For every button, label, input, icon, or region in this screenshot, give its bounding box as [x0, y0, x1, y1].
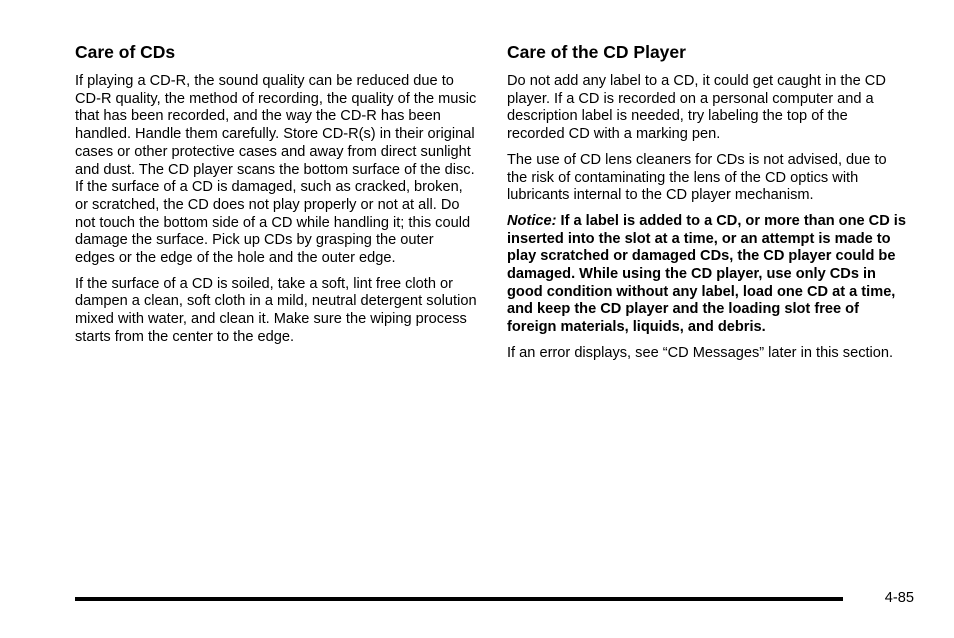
notice-text: If a label is added to a CD, or more than one CD is inserted into the slot at a time, or an attempt is made to play scratched or damaged CDs, the CD player could be damaged. While using the CD player, use only CDs in good condition without any label, load one CD at a time, and keep the CD player and the loading slot free of foreign materials, liquids, and debris. — [507, 212, 906, 336]
footer-rule — [75, 597, 843, 601]
label-advice-paragraph: Do not add any label to a CD, it could get caught in the CD player. If a CD is recorded on a personal computer and a description label is needed, try labeling the top of the recorded CD with a marking pen. — [507, 73, 886, 143]
lens-cleaner-paragraph: The use of CD lens cleaners for CDs is not advised, due to the risk of contaminating the lens of the CD optics with lubricants internal to the CD player mechanism. — [507, 151, 887, 204]
error-display-paragraph: If an error displays, see “CD Messages” later in this section. — [507, 344, 894, 361]
cd-cleaning-paragraph: If the surface of a CD is soiled, take a soft, lint free cloth or dampen a clean, soft cloth in a mild, neutral detergent solution mixed with water, and clean it. Make sure the wiping process starts from the center to the edge. — [75, 275, 477, 345]
right-column — [507, 40, 909, 371]
page-number: 4-85 — [884, 590, 914, 606]
care-of-cd-player-heading: Care of the CD Player — [507, 42, 686, 62]
left-column — [75, 40, 477, 355]
notice-label: Notice: — [507, 212, 557, 229]
notice-block — [507, 213, 909, 337]
cd-r-quality-paragraph: If playing a CD-R, the sound quality can be reduced due to CD-R quality, the method of recording, the quality of the music that has been recorded, and the way the CD-R has been handled. Handle them carefully. Store CD-R(s) in their original cases or other protective cases and away from direct sunlight and dust. The CD player scans the bottom surface of the disc. If the surface of a CD is damaged, such as cracked, broken, or scratched, the CD does not play properly or not at all. Do not touch the bottom side of a CD while handling it; this could damage the surface. Pick up CDs by grasping the outer edges or the edge of the hole and the outer edge. — [75, 73, 477, 267]
care-of-cds-heading: Care of CDs — [75, 42, 176, 62]
